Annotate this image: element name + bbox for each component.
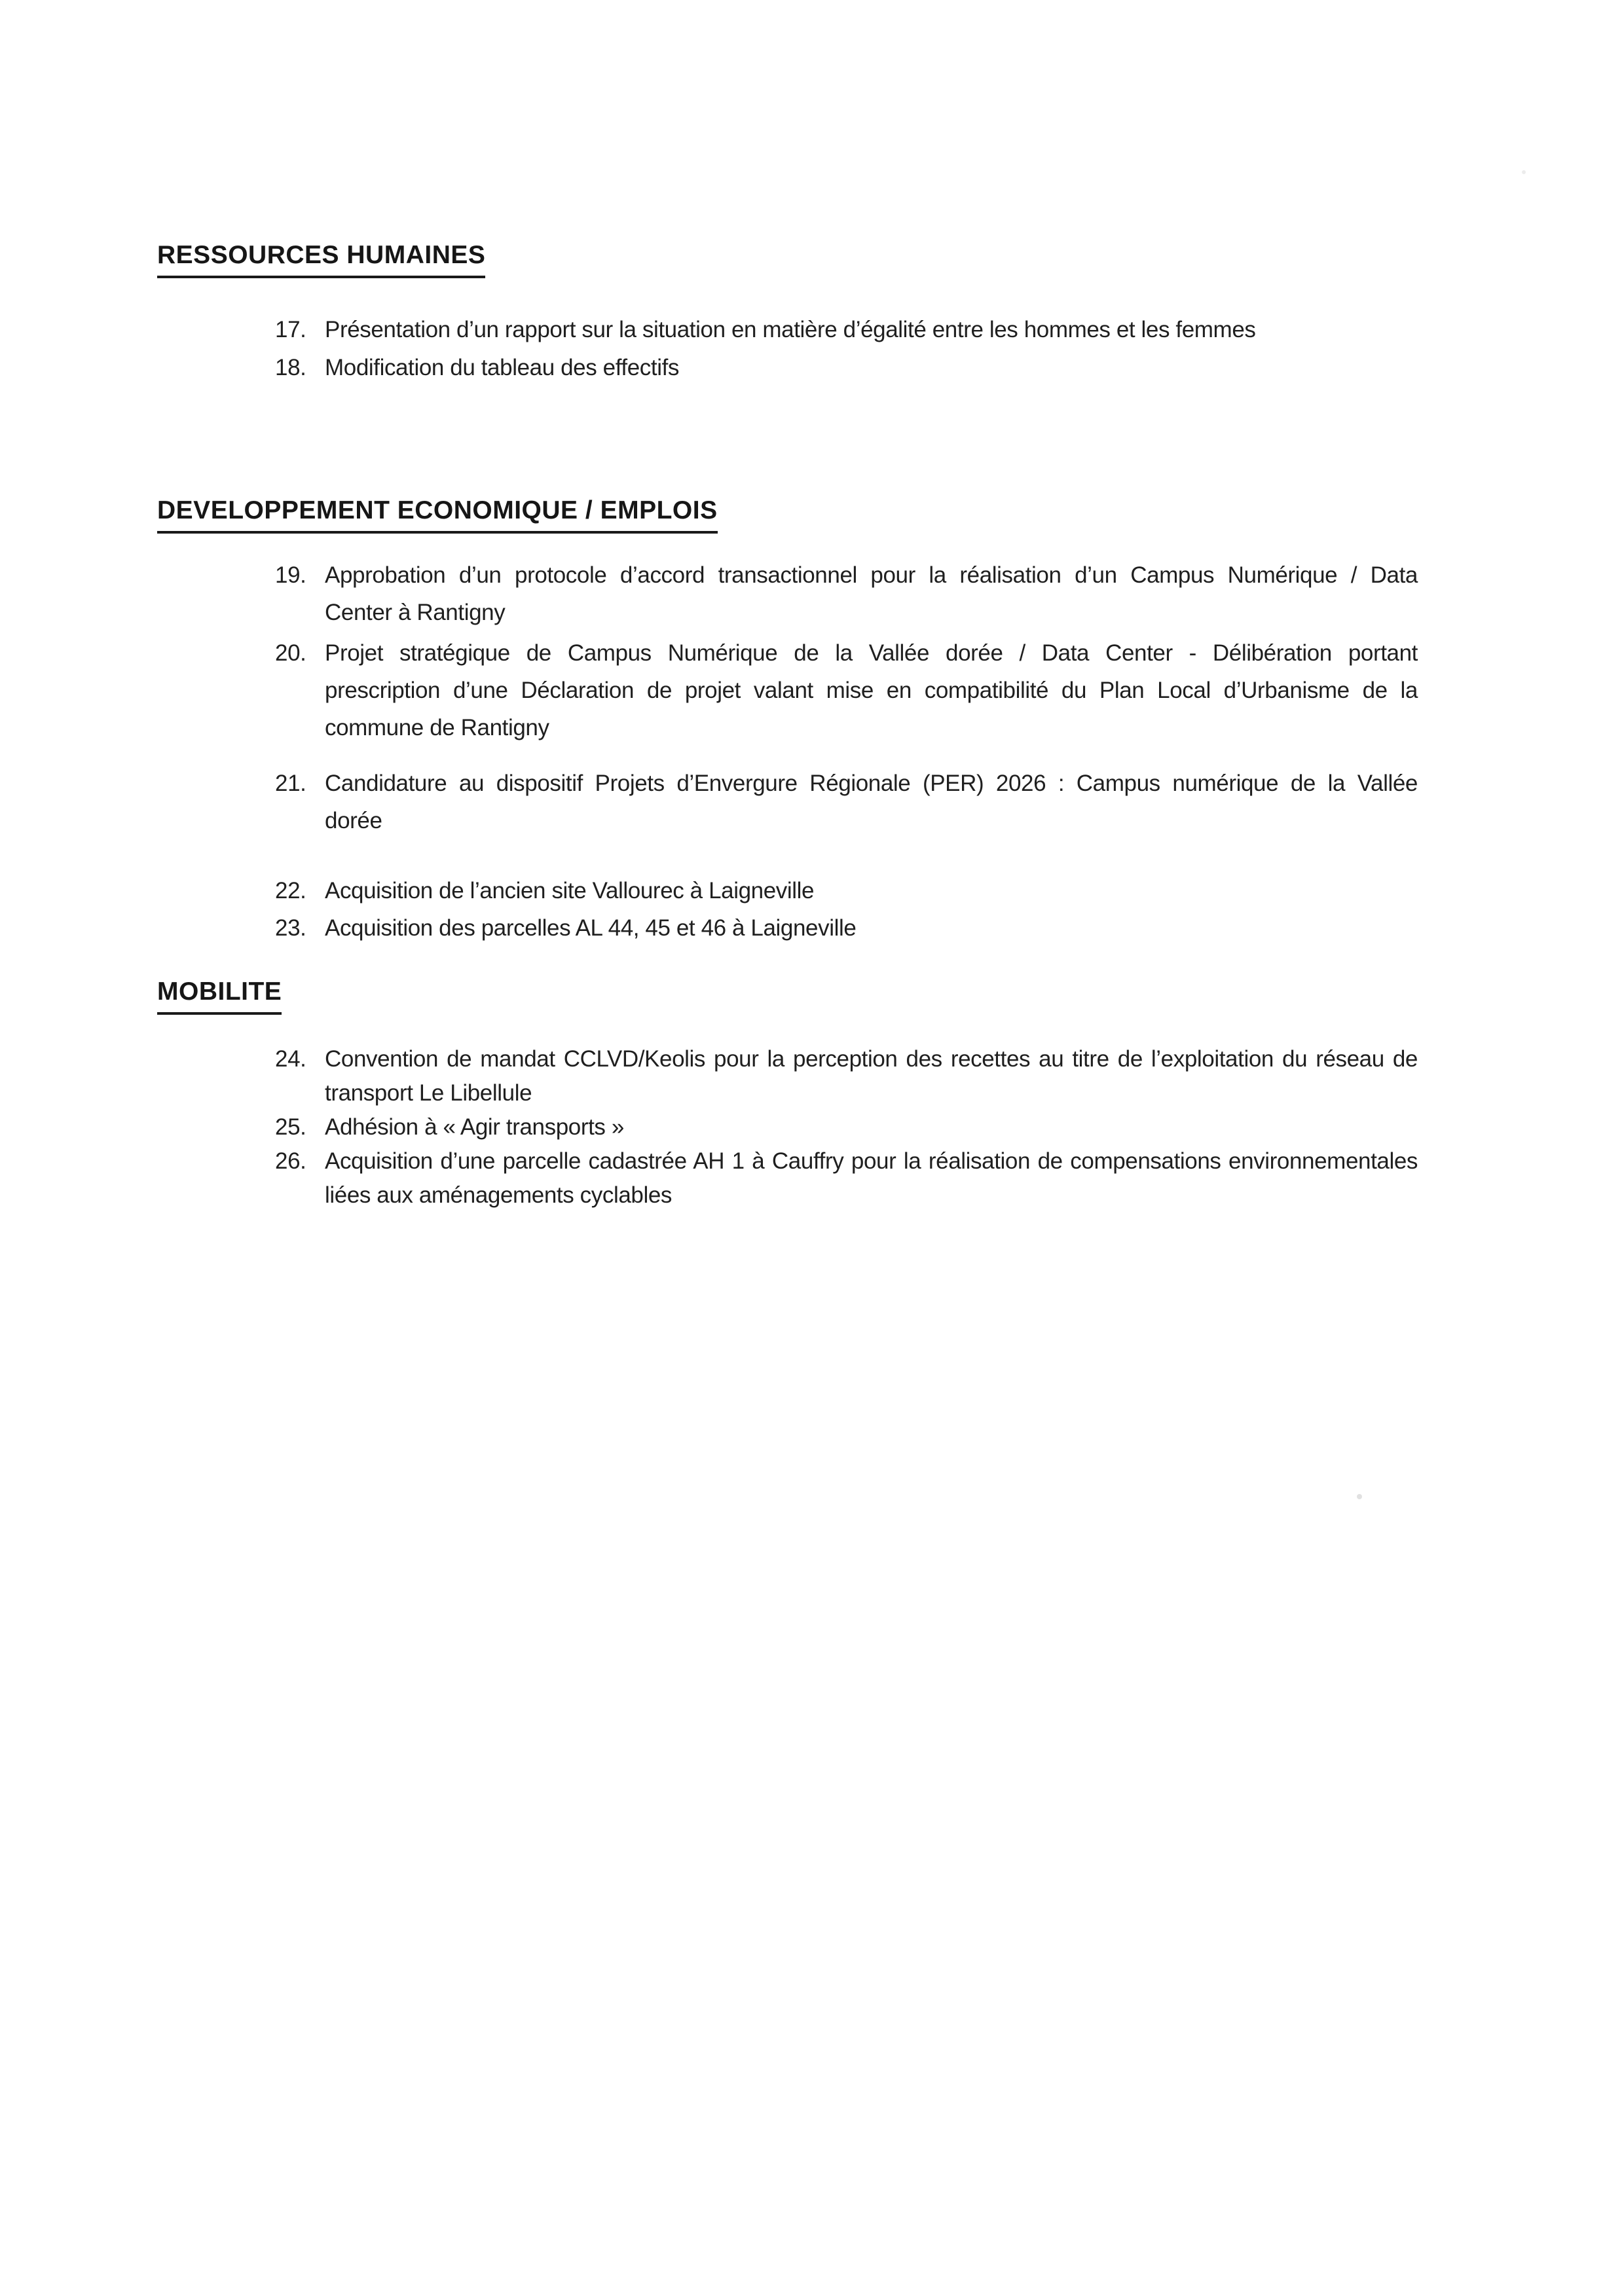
- item-text-line: Adhésion à « Agir transports »: [325, 1114, 624, 1140]
- item-text-line: commune de Rantigny: [325, 715, 549, 740]
- section-ressources-humaines: [157, 240, 1418, 387]
- item-text-line: Acquisition d’une parcelle cadastrée AH 1 à Cauffry pour la réalisation de compensations environnementales: [325, 1148, 1418, 1174]
- agenda-items-list: [157, 1042, 1418, 1212]
- item-text: [325, 1144, 1418, 1212]
- agenda-item-26: [157, 1144, 1418, 1212]
- item-number: 25.: [275, 1114, 306, 1140]
- section-heading-text: RESSOURCES HUMAINES: [157, 240, 485, 278]
- item-number: 18.: [275, 355, 306, 380]
- item-text-line: Convention de mandat CCLVD/Keolis pour la perception des recettes au titre de l’exploitation du réseau de: [325, 1046, 1418, 1072]
- item-number: 26.: [275, 1148, 306, 1174]
- item-text-line: prescription d’une Déclaration de projet valant mise en compatibilité du Plan Local d’Urbanisme de la: [325, 678, 1418, 703]
- item-text: [325, 765, 1418, 839]
- item-text: [325, 311, 1418, 349]
- agenda-item-18: [157, 349, 1418, 387]
- item-number: 19.: [275, 562, 306, 588]
- item-text: [325, 556, 1418, 631]
- section-developpement-economique: [157, 495, 1418, 947]
- agenda-item-24: [157, 1042, 1418, 1110]
- item-text-line: liées aux aménagements cyclables: [325, 1182, 672, 1208]
- item-text: [325, 634, 1418, 746]
- item-text: [325, 1110, 1418, 1144]
- item-number: 24.: [275, 1046, 306, 1072]
- section-heading-mobilite: [157, 976, 1418, 1015]
- agenda-item-25: [157, 1110, 1418, 1144]
- agenda-item-23: [157, 909, 1418, 947]
- agenda-items-list: [157, 556, 1418, 947]
- item-text-line: Acquisition des parcelles AL 44, 45 et 46 à Laigneville: [325, 915, 857, 941]
- item-number: 17.: [275, 317, 306, 342]
- item-number: 20.: [275, 640, 306, 666]
- item-text-line: transport Le Libellule: [325, 1080, 532, 1106]
- section-heading-text: MOBILITE: [157, 976, 282, 1015]
- item-text: [325, 872, 1418, 909]
- item-text-line: dorée: [325, 808, 382, 833]
- item-text-line: Modification du tableau des effectifs: [325, 355, 680, 380]
- agenda-item-20: [157, 634, 1418, 746]
- item-text: [325, 909, 1418, 947]
- item-text-line: Center à Rantigny: [325, 600, 506, 625]
- agenda-item-21: [157, 765, 1418, 839]
- item-text-line: Approbation d’un protocole d’accord transactionnel pour la réalisation d’un Campus Numérique / Data: [325, 562, 1418, 588]
- agenda-item-19: [157, 556, 1418, 631]
- agenda-item-22: [157, 872, 1418, 909]
- item-number: 22.: [275, 878, 306, 903]
- item-text-line: Projet stratégique de Campus Numérique de la Vallée dorée / Data Center - Délibération portant: [325, 640, 1418, 666]
- section-mobilite: [157, 976, 1418, 1212]
- item-text-line: Acquisition de l’ancien site Vallourec à Laigneville: [325, 878, 815, 903]
- agenda-item-17: [157, 311, 1418, 349]
- item-number: 21.: [275, 771, 306, 796]
- item-number: 23.: [275, 915, 306, 941]
- section-heading-developpement-economique: [157, 495, 1418, 534]
- agenda-items-list: [157, 311, 1418, 387]
- scan-artifact-dot: [1357, 1494, 1362, 1499]
- section-heading-text: DEVELOPPEMENT ECONOMIQUE / EMPLOIS: [157, 495, 718, 534]
- item-text-line: Présentation d’un rapport sur la situation en matière d’égalité entre les hommes et les femmes: [325, 317, 1256, 342]
- item-text: [325, 1042, 1418, 1110]
- section-heading-ressources-humaines: [157, 240, 1418, 278]
- item-text: [325, 349, 1418, 387]
- scan-artifact-dot: [1522, 170, 1526, 174]
- item-text-line: Candidature au dispositif Projets d’Envergure Régionale (PER) 2026 : Campus numérique de la Vallée: [325, 771, 1418, 796]
